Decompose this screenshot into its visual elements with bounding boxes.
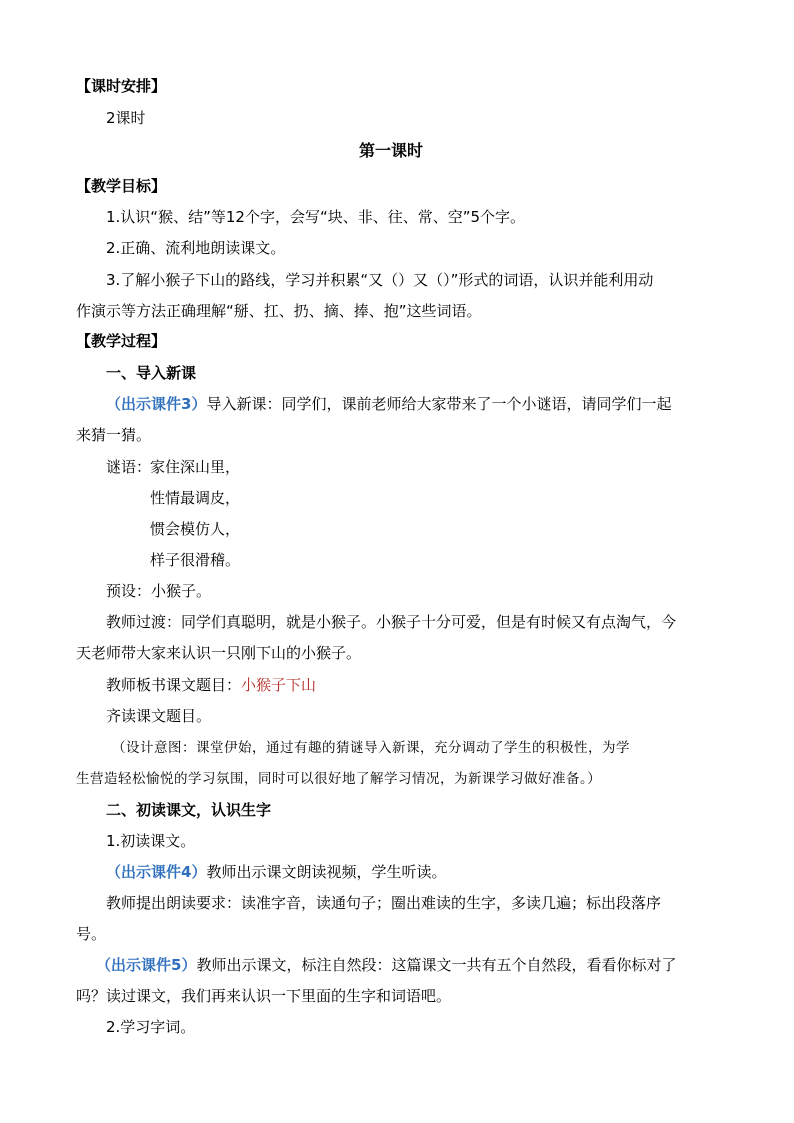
design-note-cont: 生营造轻松愉悦的学习氛围，同时可以很好地了解学习情况，为新课学习做好准备。） (76, 771, 602, 787)
section2-heading: 二、初读课文，认识生字 (106, 801, 272, 819)
riddle-line-2: 性情最调皮， (150, 489, 241, 507)
design-note: （设计意图：课堂伊始，通过有趣的猜谜导入新课，充分调动了学生的积极性，为学 (112, 740, 630, 756)
courseware-cue-4: （出示课件4） (106, 863, 207, 881)
objective-item-3: 3.了解小猴子下山的路线，学习并积累“又（）又（）”形式的词语，认识并能利用动 (106, 271, 654, 289)
transition-text: 教师过渡：同学们真聪明，就是小猴子。小猴子十分可爱，但是有时候又有点淘气，今 (106, 613, 677, 631)
reading-requirement-cont: 号。 (76, 925, 107, 943)
riddle-label: 谜语： (106, 458, 152, 476)
riddle-line-1: 家住深山里， (150, 458, 241, 476)
intro-text-cont: 来猜一猜。 (76, 426, 152, 444)
step-1: 1.初读课文。 (106, 832, 196, 850)
courseware-5-line (96, 955, 676, 975)
process-heading: 【教学过程】 (76, 332, 167, 350)
riddle-line-4: 样子很滑稽。 (150, 551, 241, 569)
lesson-title: 第一课时 (359, 141, 424, 160)
courseware-5-text: 教师出示课文，标注自然段：这篇课文一共有五个自然段，看看你标对了 (196, 956, 677, 974)
objective-item-2: 2.正确、流利地朗读课文。 (106, 239, 286, 257)
reading-requirement: 教师提出朗读要求：读准字音，读通句子；圈出难读的生字，多读几遍；标出段落序 (106, 894, 662, 912)
intro-paragraph (106, 394, 671, 414)
courseware-cue-5: （出示课件5） (96, 956, 197, 974)
riddle-line-3: 惯会模仿人， (150, 520, 241, 538)
courseware-5-text-cont: 吗？读过课文，我们再来认识一下里面的生字和词语吧。 (76, 987, 452, 1005)
board-label: 教师板书课文题目： (106, 676, 242, 694)
read-title: 齐读课文题目。 (106, 707, 212, 725)
schedule-heading: 【课时安排】 (76, 77, 167, 95)
courseware-cue-3: （出示课件3） (106, 395, 207, 413)
schedule-hours: 2课时 (106, 109, 146, 127)
objectives-heading: 【教学目标】 (76, 177, 167, 195)
board-writing (106, 675, 316, 695)
transition-text-cont: 天老师带大家来认识一只刚下山的小猴子。 (76, 644, 362, 662)
intro-text: 导入新课：同学们，课前老师给大家带来了一个小谜语，请同学们一起 (206, 395, 672, 413)
section1-heading: 一、导入新课 (106, 364, 197, 382)
objective-item-1: 1.认识“猴、结”等12个字，会写“块、非、往、常、空”5个字。 (106, 208, 526, 226)
board-title: 小猴子下山 (241, 676, 317, 694)
step-2: 2.学习字词。 (106, 1018, 196, 1036)
courseware-4-line (106, 862, 446, 882)
riddle-answer: 预设：小猴子。 (106, 582, 212, 600)
courseware-4-text: 教师出示课文朗读视频，学生听读。 (206, 863, 447, 881)
objective-item-3-cont: 作演示等方法正确理解“掰、扛、扔、摘、捧、抱”这些词语。 (76, 302, 482, 320)
